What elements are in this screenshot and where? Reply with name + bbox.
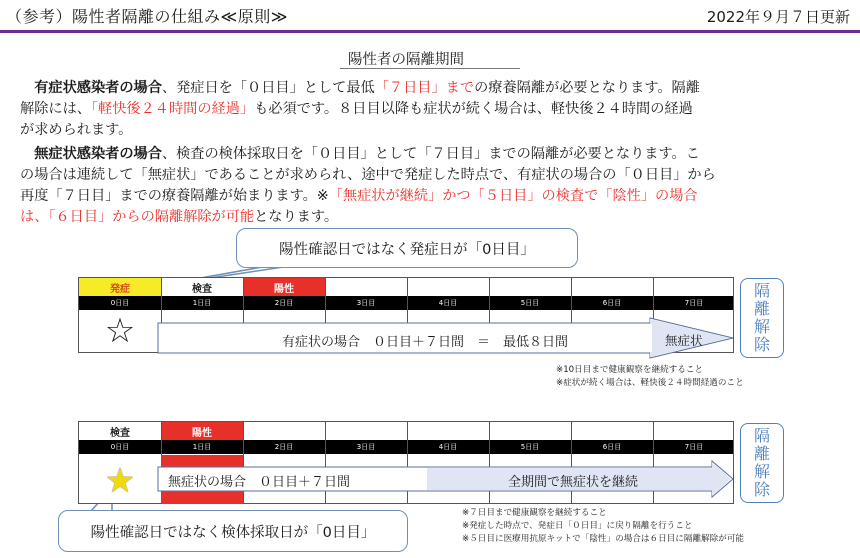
day-cell: 6日目 — [602, 443, 622, 451]
release-char: 隔 — [753, 281, 770, 300]
release-char: 隔 — [753, 426, 770, 445]
text-span: 解除には、 — [20, 101, 91, 117]
note-line: ※10日目まで健康観察を継続すること — [556, 365, 704, 375]
text-span: も必須です。８日目以降も症状が続く場合は、軽快後２４時間の経過 — [254, 101, 693, 117]
text-span: となります。 — [254, 209, 339, 225]
star-icon: ☆ — [104, 311, 136, 351]
release-char: 離 — [753, 444, 770, 463]
day-cell: 1日目 — [192, 299, 212, 307]
day-cell: 0日目 — [110, 443, 130, 451]
day-cell: 7日目 — [684, 443, 704, 451]
day-cell: 5日目 — [520, 443, 540, 451]
day-cell: 2日目 — [274, 443, 294, 451]
asymptomatic-duration-label: 無症状の場合 ０日目＋７日間 — [168, 475, 351, 490]
release-char: 離 — [753, 299, 770, 318]
day-cell: 6日目 — [602, 299, 622, 307]
day-cell: 3日目 — [356, 299, 376, 307]
note-line: ※７日目まで健康観察を継続すること — [462, 508, 607, 518]
day-cell: 4日目 — [438, 443, 458, 451]
onset-day-callout: 陽性確認日ではなく発症日が「0日目」 — [236, 228, 578, 268]
release-char: 除 — [753, 335, 770, 354]
day-cell: 2日目 — [274, 299, 294, 307]
text-span: 、検査の検体採取日を「０日目」として「７日目」までの隔離が必要となります。こ — [161, 146, 700, 162]
day-cell: 4日目 — [438, 299, 458, 307]
symptomatic-duration-label: 有症状の場合 ０日目＋７日間 ＝ 最低８日間 — [282, 335, 569, 350]
header-cell: 検査 — [110, 427, 130, 439]
star-icon: ★ — [104, 461, 136, 501]
bold-heading: 有症状感染者の場合 — [34, 80, 162, 96]
sample-day-callout: 陽性確認日ではなく検体採取日が「0日目」 — [58, 510, 408, 552]
bold-heading: 無症状感染者の場合 — [34, 146, 162, 162]
text-span: 、発症日を「０日目」として最低 — [161, 80, 375, 96]
update-date: 2022年９月７日更新 — [706, 8, 850, 26]
day-cell: 0日目 — [110, 299, 130, 307]
red-highlight: 「無症状が継続」かつ「５日目」の検査で「陰性」の場合 — [328, 188, 698, 204]
note-line: ※発症した時点で、発症日「０日目」に戻り隔離を行うこと — [462, 521, 693, 531]
day-cell: 5日目 — [520, 299, 540, 307]
asymptomatic-end-label: 無症状 — [665, 333, 703, 348]
text-span: 再度「７日目」までの療養隔離が始まります。※ — [20, 188, 329, 204]
full-period-label: 全期間で無症状を継続 — [508, 475, 639, 490]
red-highlight: 「７日目」まで — [374, 80, 475, 96]
header-cell: 陽性 — [243, 278, 325, 296]
day-cell: 7日目 — [684, 299, 704, 307]
red-highlight: 「軽快後２４時間の経過」 — [90, 101, 255, 117]
day-cell: 3日目 — [356, 443, 376, 451]
release-char: 解 — [753, 462, 770, 481]
header-cell: 陽性 — [161, 422, 243, 440]
text-span: の場合は連続して「無症状」であることが求められ、途中で発症した時点で、有症状の場合の「０日目」から — [20, 167, 716, 183]
section-title: 陽性者の隔離期間 — [348, 52, 464, 68]
page-title: （参考）陽性者隔離の仕組み≪原則≫ — [6, 7, 289, 26]
note-line: ※５日目に医療用抗原キットで「陰性」の場合は６日目に隔離解除が可能 — [462, 534, 745, 544]
text-span: が求められます。 — [20, 122, 133, 138]
release-char: 除 — [753, 480, 770, 499]
red-highlight: は、「６日目」からの隔離解除が可能 — [20, 209, 255, 225]
note-line: ※症状が続く場合は、軽快後２４時間経過のこと — [556, 378, 744, 388]
header-cell: 検査 — [192, 283, 212, 295]
text-span: の療養隔離が必要となります。隔離 — [474, 80, 700, 96]
timeline2-notes — [462, 507, 744, 546]
day-cell: 1日目 — [192, 443, 212, 451]
release-char: 解 — [753, 317, 770, 336]
release-box — [740, 423, 784, 503]
header-cell: 発症 — [79, 278, 161, 296]
